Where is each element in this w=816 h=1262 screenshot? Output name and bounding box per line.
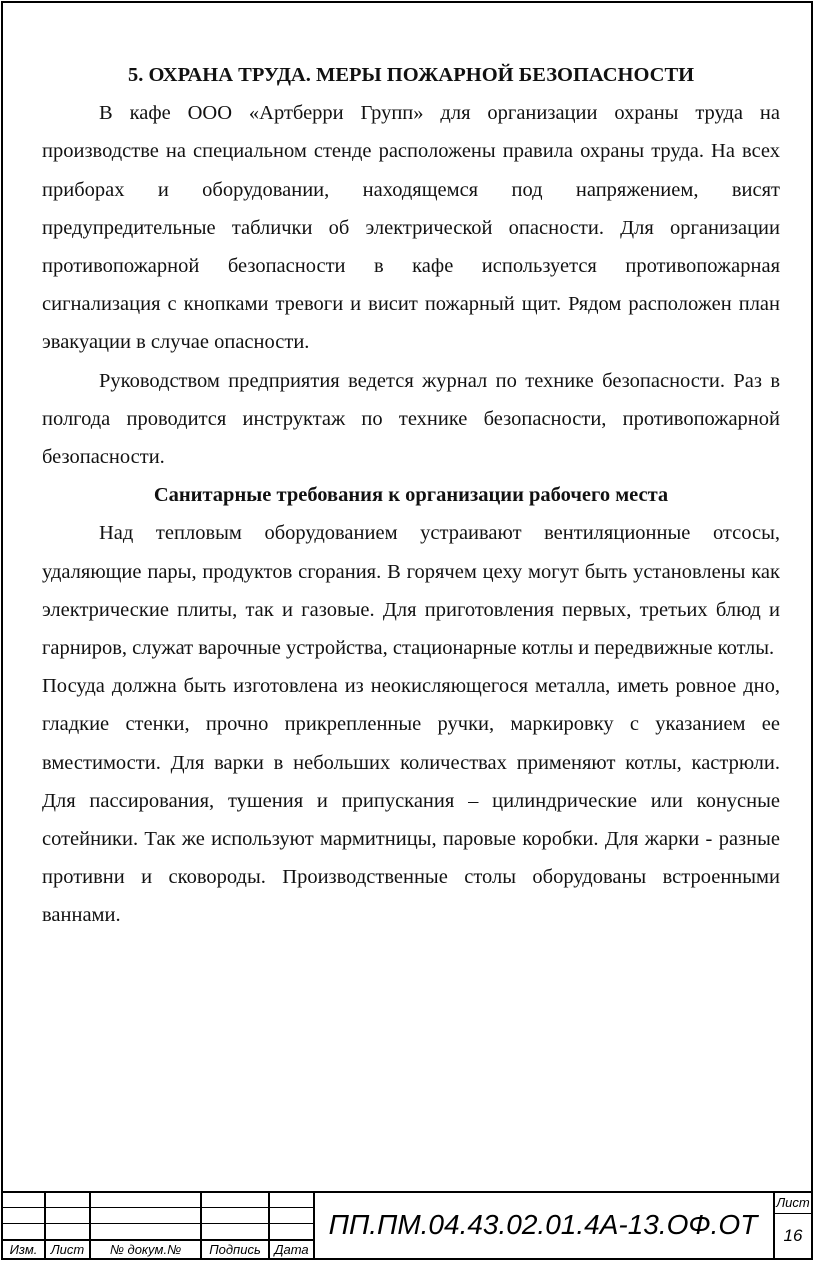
- stamp-sheet-divider: [773, 1213, 813, 1214]
- paragraph: В кафе ООО «Артберри Групп» для организации охраны труда на производстве на специальном стенде расположены правила охраны труда. На всех приборах и оборудовании, находящемся под напряжением, висят предупредительные таблички об электрической опасности. Для организации противопожарной безопасности в кафе используется противопожарная сигнализация с кнопками тревоги и висит пожарный щит. Рядом расположен план эвакуации в случае опасности.: [42, 102, 780, 354]
- stamp-label-signature: Подпись: [209, 1242, 261, 1257]
- section-title: 5. ОХРАНА ТРУДА. МЕРЫ ПОЖАРНОЙ БЕЗОПАСНОСТИ: [127, 64, 695, 86]
- paragraph: Над тепловым оборудованием устраивают вентиляционные отсосы, удаляющие пары, продуктов сгорания. В горячем цеху могут быть установлены как электрические плиты, так и газовые. Для приготовления первых, третьих блюд и гарниров, служат варочные устройства, стационарные котлы и передвижные котлы.: [42, 522, 780, 660]
- stamp-top-border: [1, 1191, 813, 1193]
- document-body: [42, 56, 780, 935]
- stamp-label-doc-num: № докум.№: [109, 1242, 182, 1257]
- stamp-row-divider: [1, 1207, 313, 1208]
- sheet-label: Лист: [776, 1195, 810, 1210]
- stamp-row-divider: [1, 1223, 313, 1224]
- document-code: ПП.ПМ.04.43.02.01.4А-13.ОФ.ОТ: [328, 1209, 758, 1240]
- stamp-label-list: Лист: [50, 1242, 85, 1257]
- paragraph: Посуда должна быть изготовлена из неокисляющегося металла, иметь ровное дно, гладкие стенки, прочно прикрепленные ручки, маркировку с указанием ее вместимости. Для варки в небольших количествах применяют котлы, кастрюли. Для пассирования, тушения и припускания – цилиндрические или конусные сотейники. Так же используют мармитницы, паровые коробки. Для жарки - разные противни и сковороды. Производственные столы оборудованы встроенными ваннами.: [42, 675, 780, 927]
- title-block: [1, 1191, 813, 1260]
- stamp-label-izm: Изм.: [9, 1242, 38, 1257]
- sheet-number: 16: [783, 1226, 803, 1245]
- paragraph: Руководством предприятия ведется журнал по технике безопасности. Раз в полгода проводится инструктаж по технике безопасности, противопожарной безопасности.: [42, 369, 780, 469]
- stamp-label-date: Дата: [274, 1242, 309, 1257]
- subsection-title: Санитарные требования к организации рабочего места: [153, 484, 669, 507]
